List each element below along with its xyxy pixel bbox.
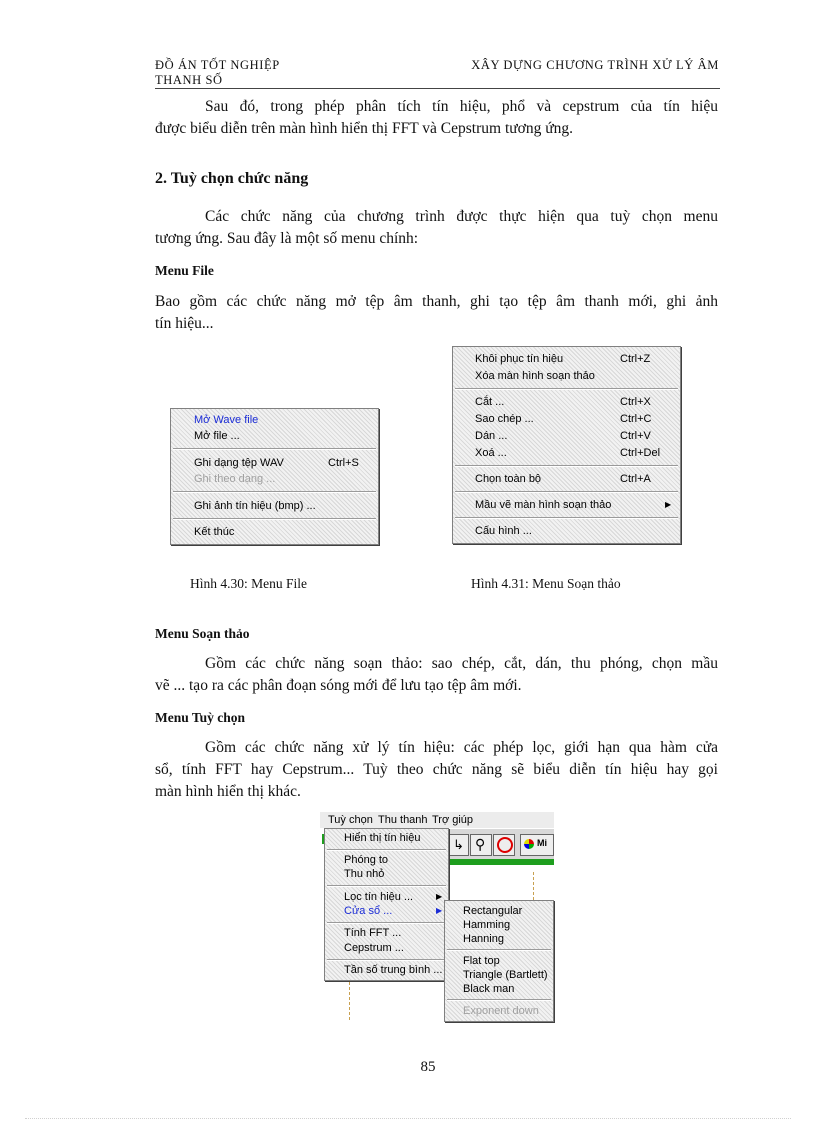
menu-item-label: Triangle (Bartlett) <box>463 969 548 981</box>
window-submenu <box>444 900 554 1022</box>
menu-item-label: Cấu hình ... <box>475 525 532 537</box>
submenu-arrow-icon: ▶ <box>436 892 443 901</box>
options-dropdown <box>324 828 449 981</box>
menu-item-label: Hamming <box>463 919 511 931</box>
caption-fig-4-30: Hình 4.30: Menu File <box>190 576 307 591</box>
para4-line1: Gồm các chức năng soạn thảo: sao chép, cắt, dán, thu phóng, chọn mầu <box>205 655 718 672</box>
menubar-options[interactable]: Tuỳ chọn <box>328 814 373 826</box>
menu-item-copy[interactable] <box>453 411 680 427</box>
menu-item-label: Kết thúc <box>194 526 235 538</box>
menu-item-save-image[interactable] <box>171 498 378 514</box>
submenu-arrow-icon: ▶ <box>665 500 672 509</box>
menu-edit-heading: Menu Soạn thảo <box>155 626 250 641</box>
edit-menu-screenshot <box>452 346 681 544</box>
menubar-record[interactable]: Thu thanh <box>378 814 428 826</box>
menu-item-label: Dán ... <box>475 430 508 442</box>
menu-item-fft[interactable] <box>325 925 448 941</box>
menu-item-label: Cepstrum ... <box>344 942 404 954</box>
menu-item-select-all[interactable] <box>453 471 680 487</box>
menu-separator <box>173 491 376 493</box>
menu-item-label: Tần số trung bình ... <box>344 964 443 976</box>
menu-item-label: Mở Wave file <box>194 414 259 426</box>
menu-item-label: Flat top <box>463 955 500 967</box>
menu-item-label: Ghi ảnh tín hiệu (bmp) ... <box>194 500 316 512</box>
signal-bar <box>445 859 554 865</box>
page-bottom-rule <box>25 1118 791 1119</box>
menubar <box>320 812 554 828</box>
toolbar-button-color[interactable] <box>520 834 554 856</box>
header-left-line1: ĐỒ ÁN TỐT NGHIỆP <box>155 58 280 72</box>
menu-separator <box>455 388 678 390</box>
para2-line2: tương ứng. Sau đây là một số menu chính: <box>155 230 419 247</box>
menu-item-delete[interactable] <box>453 445 680 461</box>
marker-line <box>533 872 534 900</box>
menu-item-window[interactable] <box>325 903 448 919</box>
menu-item-colors[interactable] <box>453 497 680 513</box>
page-number: 85 <box>420 1059 436 1075</box>
para5-line1: Gồm các chức năng xử lý tín hiệu: các phép lọc, giới hạn qua hàm cửa <box>205 739 718 756</box>
toolbar-button-stop[interactable] <box>493 834 515 856</box>
menu-item-shortcut: Ctrl+S <box>328 457 359 469</box>
menu-item-label: Black man <box>463 983 515 995</box>
menu-separator <box>327 885 446 887</box>
menu-item-label: Ghi dạng tệp WAV <box>194 457 284 469</box>
header-left-line2: THANH SỐ <box>155 73 223 87</box>
menu-item-open-file[interactable] <box>171 428 378 444</box>
menu-item-zoom-out[interactable] <box>325 866 448 882</box>
menu-item-save-as <box>171 471 378 487</box>
menu-item-label: Mở file ... <box>194 430 240 442</box>
menu-separator <box>327 922 446 924</box>
header-rule <box>155 88 720 89</box>
menu-item-shortcut: Ctrl+Z <box>620 353 651 365</box>
menu-item-label: Cửa sổ ... <box>344 905 393 917</box>
menu-item-label: Exponent down <box>463 1005 539 1017</box>
menubar-help[interactable]: Trợ giúp <box>432 814 474 826</box>
toolbar-text: Mi <box>537 838 547 848</box>
menu-item-avg-freq[interactable] <box>325 962 448 978</box>
menu-item-label: Phóng to <box>344 854 389 866</box>
menu-item-label: Hanning <box>463 933 504 945</box>
menu-item-exit[interactable] <box>171 524 378 540</box>
menu-item-label: Xoá ... <box>475 447 507 459</box>
menu-item-shortcut: Ctrl+C <box>620 413 652 425</box>
menu-item-cut[interactable] <box>453 394 680 410</box>
submenu-arrow-icon: ▶ <box>436 906 443 915</box>
menu-separator <box>447 949 551 951</box>
menu-item-label: Cắt ... <box>475 396 505 408</box>
menu-item-cepstrum[interactable] <box>325 940 448 956</box>
menu-item-label: Thu nhỏ <box>344 868 385 880</box>
header-right: XÂY DỰNG CHƯƠNG TRÌNH XỬ LÝ ÂM <box>471 58 719 72</box>
toolbar-button[interactable] <box>447 834 469 856</box>
menu-item-open-wave[interactable] <box>171 412 378 428</box>
menu-separator <box>455 465 678 467</box>
menu-item-label: Ghi theo dạng ... <box>194 473 276 485</box>
toolbar <box>445 829 554 859</box>
para1-line1: Sau đó, trong phép phân tích tín hiệu, phổ và cepstrum của tín hiệu <box>205 98 718 115</box>
menu-item-label: Xóa màn hình soạn thảo <box>475 370 595 382</box>
submenu-item-exponent <box>445 1003 553 1019</box>
menu-item-label: Chọn toàn bộ <box>475 473 542 485</box>
toolbar-button-zoom[interactable] <box>470 834 492 856</box>
menu-item-label: Tính FFT ... <box>344 927 402 939</box>
menu-item-shortcut: Ctrl+Del <box>620 447 661 459</box>
menu-item-label: Hiển thị tín hiệu <box>344 832 421 844</box>
para4-line2: vẽ ... tạo ra các phân đoạn sóng mới để lưu tạo tệp âm mới. <box>155 677 522 694</box>
file-menu-screenshot <box>170 408 379 545</box>
menu-item-config[interactable] <box>453 523 680 539</box>
para3-line2: tín hiệu... <box>155 315 214 332</box>
menu-item-shortcut: Ctrl+A <box>620 473 651 485</box>
menu-separator <box>327 849 446 851</box>
menu-item-shortcut: Ctrl+V <box>620 430 651 442</box>
menu-separator <box>327 959 446 961</box>
section-title: 2. Tuỳ chọn chức năng <box>155 170 309 187</box>
menu-separator <box>173 448 376 450</box>
para1-line2: được biểu diễn trên màn hình hiển thị FFT và Cepstrum tương ứng. <box>155 120 574 137</box>
stop-icon <box>497 837 513 853</box>
menu-item-label: Rectangular <box>463 905 523 917</box>
arrow-icon: ↳ <box>453 837 464 852</box>
submenu-item-hanning[interactable] <box>445 931 553 947</box>
para2-line1: Các chức năng của chương trình được thực hiện qua tuỳ chọn menu <box>205 208 718 225</box>
menu-item-undo[interactable] <box>453 351 680 367</box>
para5-line2: sổ, tính FFT hay Cepstrum... Tuỳ theo chức năng sẽ biểu diễn tín hiệu hay gọi <box>155 761 718 778</box>
menu-item-label: Lọc tín hiệu ... <box>344 891 414 903</box>
menu-item-label: Khôi phục tín hiệu <box>475 353 564 365</box>
menu-file-heading: Menu File <box>155 263 214 278</box>
menu-separator <box>173 518 376 520</box>
menu-separator <box>455 491 678 493</box>
para5-line3: màn hình hiển thị khác. <box>155 783 301 800</box>
menu-item-save-wav[interactable] <box>171 455 378 471</box>
para3-line1: Bao gồm các chức năng mở tệp âm thanh, ghi tạo tệp âm thanh mới, ghi ảnh <box>155 293 718 310</box>
menu-separator <box>455 517 678 519</box>
caption-fig-4-31: Hình 4.31: Menu Soạn thảo <box>471 576 621 591</box>
menu-item-label: Mầu vẽ màn hình soạn thảo <box>475 499 612 511</box>
options-menu-screenshot <box>320 812 554 1022</box>
menu-item-clear[interactable] <box>453 368 680 384</box>
magnifier-icon: ⚲ <box>475 836 486 852</box>
menu-item-shortcut: Ctrl+X <box>620 396 651 408</box>
menu-item-paste[interactable] <box>453 428 680 444</box>
submenu-item-blackman[interactable] <box>445 981 553 997</box>
menu-options-heading: Menu Tuỳ chọn <box>155 710 246 725</box>
menu-item-label: Sao chép ... <box>475 413 534 425</box>
menu-item-show-signal[interactable] <box>325 830 448 846</box>
menu-separator <box>447 999 551 1001</box>
palette-icon <box>524 839 534 849</box>
